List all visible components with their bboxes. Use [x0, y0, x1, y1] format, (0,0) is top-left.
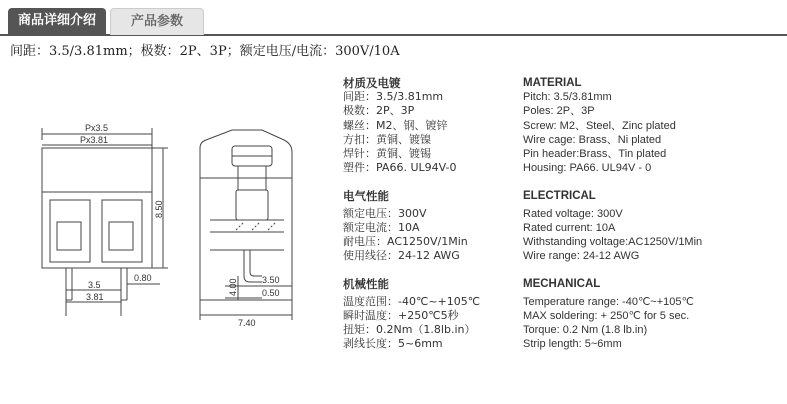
en-material-line: Poles: 2P、3P [523, 105, 595, 118]
cn-mechanical-heading: 机械性能 [343, 277, 389, 292]
cn-electrical-line: 额定电流：10A [343, 220, 420, 234]
cn-electrical-line: 耐电压：AC1250V/1Min [343, 235, 468, 249]
spec-column-english [523, 76, 702, 351]
cn-material-line: 塑件：PA66. UL94V-0 [343, 161, 457, 175]
cn-electrical-line: 使用线径：24-12 AWG [343, 249, 460, 263]
cn-material-line: 焊针：黄铜、镀锡 [343, 147, 431, 161]
cn-mechanical-line: 温度范围：-40℃~+105℃ [343, 294, 481, 308]
en-material-line: Screw: M2、Steel、Zinc plated [523, 119, 676, 132]
en-material-line: Housing: PA66. UL94V - 0 [523, 162, 652, 175]
dim-400: 4.00 [228, 278, 238, 296]
en-mechanical-line: MAX soldering: + 250℃ for 5 sec. [523, 309, 690, 322]
dim-35: 3.5 [88, 280, 101, 290]
dim-px381: Px3.81 [80, 135, 109, 145]
technical-drawing [0, 100, 320, 380]
cn-material-heading: 材质及电镀 [343, 76, 401, 90]
tab-product-details[interactable]: 商品详细介绍 [8, 8, 106, 34]
dim-850: 8.50 [154, 200, 164, 218]
cn-mechanical-line: 瞬时温度：+250℃5秒 [343, 308, 459, 322]
dim-381: 3.81 [86, 292, 104, 302]
tab-bar [0, 0, 787, 36]
spec-column-chinese [343, 76, 480, 351]
en-material-line: Pin header:Brass、Tin plated [523, 148, 667, 161]
en-mechanical-line: Temperature range: -40℃~+105℃ [523, 295, 694, 308]
cn-mechanical-line: 剥线长度：5~6mm [343, 337, 443, 351]
cn-mechanical-line: 扭矩：0.2Nm（1.8lb.in） [343, 323, 476, 337]
en-electrical-line: Withstanding voltage:AC1250V/1Min [523, 236, 703, 249]
en-mechanical-heading: MECHANICAL [523, 278, 601, 291]
dim-350: 3.50 [262, 275, 280, 285]
dim-740: 7.40 [238, 318, 256, 328]
en-electrical-line: Rated voltage: 300V [523, 207, 623, 220]
dim-050: 0.50 [262, 288, 280, 298]
tab-product-parameters[interactable]: 产品参数 [110, 8, 204, 35]
en-electrical-heading: ELECTRICAL [523, 190, 596, 203]
cn-electrical-heading: 电气性能 [343, 189, 389, 204]
en-mechanical-line: Torque: 0.2 Nm (1.8 lb.in) [523, 324, 648, 337]
dim-080: 0.80 [134, 273, 152, 283]
en-material-line: Wire cage: Brass、Ni plated [523, 133, 662, 146]
en-electrical-line: Rated current: 10A [523, 221, 616, 234]
cn-material-line: 螺丝：M2、钢、镀锌 [343, 118, 448, 132]
en-material-line: Pitch: 3.5/3.81mm [523, 91, 612, 104]
cn-material-line: 方扣：黄铜、镀镍 [343, 132, 431, 146]
cn-electrical-line: 额定电压：300V [343, 206, 427, 220]
en-mechanical-line: Strip length: 5~6mm [523, 338, 622, 351]
cn-material-line: 间距：3.5/3.81mm [343, 90, 444, 104]
cn-material-line: 极数：2P、3P [343, 104, 415, 118]
product-summary: 间距：3.5/3.81mm；极数：2P、3P；额定电压/电流：300V/10A [10, 44, 400, 59]
en-electrical-line: Wire range: 24-12 AWG [523, 250, 640, 263]
en-material-heading: MATERIAL [523, 77, 582, 89]
dim-px35: Px3.5 [85, 123, 109, 133]
front-view [42, 128, 168, 316]
